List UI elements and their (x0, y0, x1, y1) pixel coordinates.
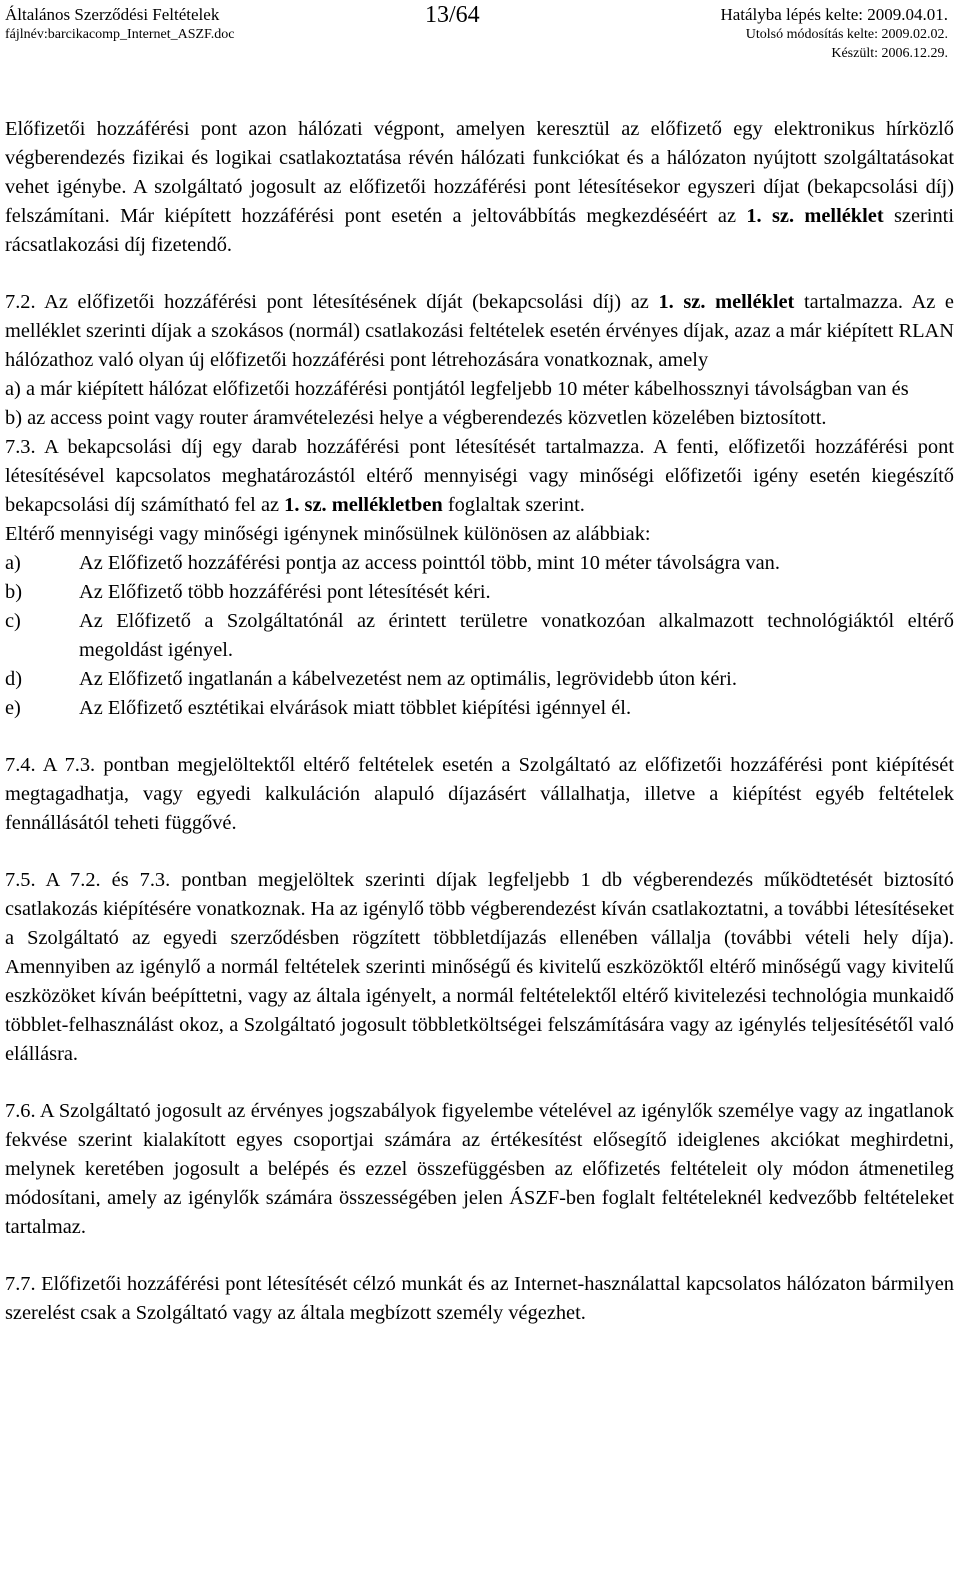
list-item (5, 607, 954, 665)
text: 7.2. Az előfizetői hozzáférési pont létesítésének díját (bekapcsolási díj) az (5, 291, 659, 313)
paragraph-7-4: 7.4. A 7.3. pontban megjelöltektől eltérő feltételek esetén a Szolgáltató az előfizetői hozzáférési pont kiépítését megtagadhatja, vagy egyedi kalkuláción alapuló díjazásért vállalhatja, illetve a kiépítést egyéb feltételek fennállásától teheti függővé. (5, 754, 954, 834)
list-marker: d) (5, 668, 22, 690)
list-text: Az Előfizető ingatlanán a kábelvezetést nem az optimális, legrövidebb úton kéri. (79, 668, 737, 690)
annex-reference: 1. sz. melléklet (746, 205, 884, 227)
spacer (5, 838, 954, 866)
page-header (0, 0, 960, 70)
text: 7.3. A bekapcsolási díj egy darab hozzáférési pont létesítését tartalmazza. A fenti, előfizetői hozzáférési pont létesítésével kapcsolatos meghatározástól eltérő mennyiségi vagy minőségi előfizetői igény esetén kiegészítő bekapcsolási díj számítható fel az (5, 436, 954, 516)
text: tartalmazza. Az e melléklet szerinti díjak a szokásos (normál) csatlakozási feltételek esetén érvényes díjak, azaz a már kiépített RLAN hálózathoz való olyan új előfizetői hozzáférési pont létrehozására vonatkoznak, amely (5, 291, 954, 371)
document-title: Általános Szerződési Feltételek (5, 5, 220, 24)
deviation-list (5, 549, 954, 723)
page-number: 13/64 (425, 2, 480, 28)
text: szerinti rácsatlakozási díj fizetendő. (5, 205, 955, 256)
header-left (5, 4, 234, 44)
created-date: Készült: 2006.12.29. (831, 46, 948, 61)
header-right (720, 4, 948, 63)
annex-reference: 1. sz. mellékletben (284, 494, 443, 516)
paragraph-7-2-a: a) a már kiépített hálózat előfizetői hozzáférési pontjától legfeljebb 10 méter kábelhossznyi távolságban van és (5, 378, 909, 400)
list-text: Az Előfizető hozzáférési pontja az access pointtól több, mint 10 méter távolságra van. (79, 552, 780, 574)
modified-date: Utolsó módosítás kelte: 2009.02.02. (745, 27, 948, 42)
paragraph-7-7: 7.7. Előfizetői hozzáférési pont létesítését célzó munkát és az Internet-használattal kapcsolatos hálózaton bármilyen szerelést csak a Szolgáltató vagy az általa megbízott személy végezhet. (5, 1273, 954, 1324)
paragraph-7-2 (5, 288, 954, 375)
paragraph-7-6: 7.6. A Szolgáltató jogosult az érvényes jogszabályok figyelembe vételével az igénylők személye vagy az ingatlanok fekvése szerint kialakított egyes csoportjai számára az értékesítést elősegítő ideiglenes akciókat meghirdetni, melynek keretében jogosult a belépés és ezzel összefüggésben az előfizetés feltételeit oly módon átmenetileg módosítani, amely az igénylők számára összességében jelen ÁSZF-ben foglalt feltételeknél kedvezőbb feltételeket tartalmaz. (5, 1100, 954, 1238)
list-intro: Eltérő mennyiségi vagy minőségi igénynek minősülnek különösen az alábbiak: (5, 523, 651, 545)
list-item (5, 665, 954, 694)
list-text: Az Előfizető a Szolgáltatónál az érintett területre vonatkozóan alkalmazott technológiáktól eltérő megoldást igényel. (79, 610, 954, 661)
annex-reference: 1. sz. melléklet (658, 291, 795, 313)
document-body (5, 115, 954, 1328)
spacer (5, 723, 954, 751)
effective-date: Hatályba lépés kelte: 2009.04.01. (720, 5, 948, 24)
spacer (5, 1069, 954, 1097)
list-item (5, 549, 954, 578)
list-marker: c) (5, 610, 21, 632)
list-item (5, 578, 954, 607)
list-text: Az Előfizető több hozzáférési pont létesítését kéri. (79, 581, 491, 603)
paragraph-7-3 (5, 433, 954, 520)
spacer (5, 1242, 954, 1270)
list-marker: e) (5, 697, 21, 719)
list-marker: b) (5, 581, 22, 603)
paragraph-7-2-b: b) az access point vagy router áramvételezési helye a végberendezés közvetlen közelében biztosított. (5, 407, 827, 429)
paragraph-7-5: 7.5. A 7.2. és 7.3. pontban megjelöltek szerinti díjak legfeljebb 1 db végberendezés működtetését biztosító csatlakozás kiépítésére vonatkoznak. Ha az igénylő több végberendezést kíván csatlakoztatni, a további létesítéseket a Szolgáltató az egyedi szerződésben rögzített többletdíjazás ellenében vállalja (további vételi hely díja). Amennyiben az igénylő a normál feltételek szerinti minőségű és kivitelű eszközöktől eltérő minőségű vagy kivitelű eszközöket kíván beépíttetni, vagy az általa igényelt, a normál feltételektől eltérő kivitelezési technológia munkaidő többlet-felhasználást okoz, a Szolgáltató jogosult többletköltségei felszámítására vagy az igénylés teljesítésétől való elállásra. (5, 869, 954, 1065)
list-text: Az Előfizető esztétikai elvárások miatt többlet kiépítési igénnyel él. (79, 697, 632, 719)
list-item (5, 694, 954, 723)
list-marker: a) (5, 552, 21, 574)
file-name: fájlnév:barcikacomp_Internet_ASZF.doc (5, 27, 235, 42)
spacer (5, 260, 954, 288)
text: foglaltak szerint. (442, 494, 585, 516)
text: Előfizetői hozzáférési pont azon hálózati végpont, amelyen keresztül az előfizető egy elektronikus hírközlő végberendezés fizikai és logikai csatlakoztatása révén hálózati funkciókat és a hálózaton nyújtott szolgáltatásokat vehet igénybe. A szolgáltató jogosult az előfizetői hozzáférési pont létesítésekor egyszeri díjat (bekapcsolási díj) felszámítani. Már kiépített hozzáférési pont esetén a jeltovábbítás megkezdéséért az (5, 118, 954, 227)
paragraph-access-point (5, 115, 954, 260)
